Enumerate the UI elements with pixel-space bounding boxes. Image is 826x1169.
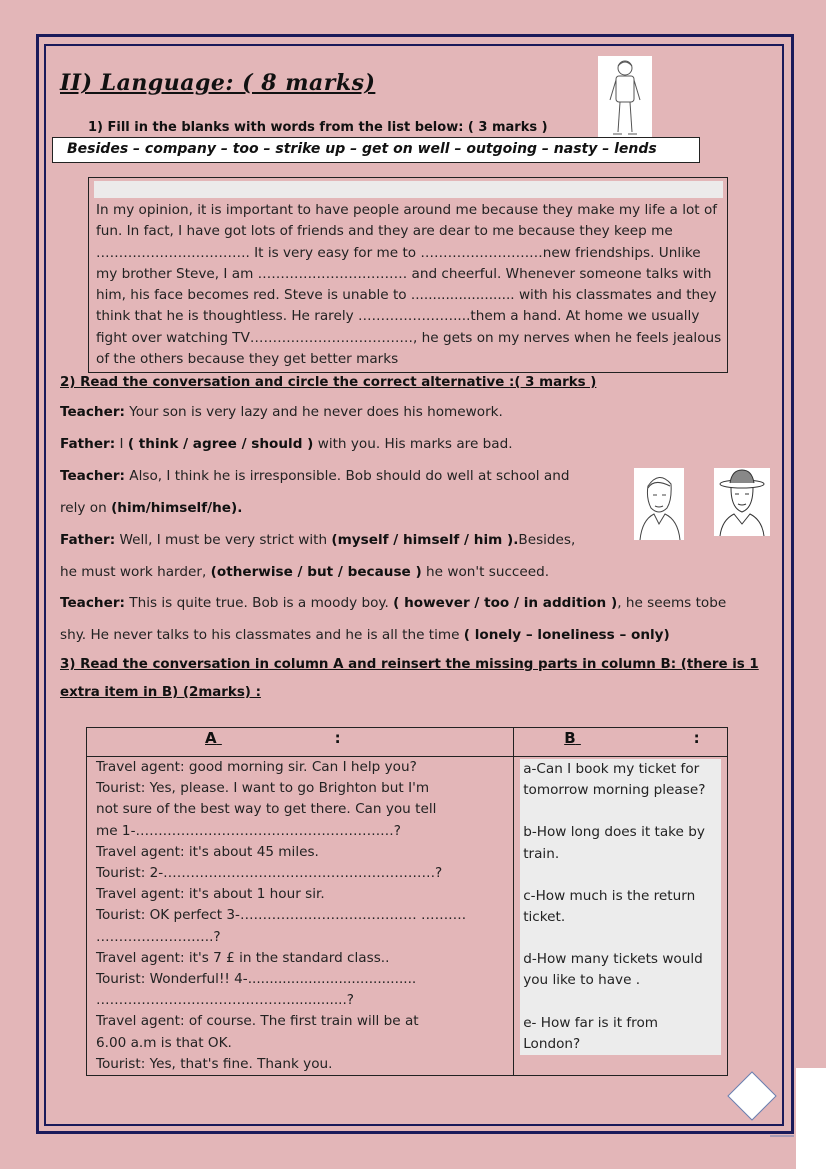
word-list-box: Besides – company – too – strike up – get on well – outgoing – nasty – lends — [52, 137, 700, 163]
column-b-label: B — [564, 729, 576, 747]
header-colon: : — [693, 729, 700, 747]
dialogue-line-8 — [60, 627, 670, 643]
column-a-label: A — [205, 729, 217, 747]
passage-header-bar — [94, 181, 723, 198]
dialogue-text: he must work harder, — [60, 564, 211, 580]
instruction-text: 3) Read the conversation in column A and rei — [60, 657, 402, 672]
dialogue-line-7 — [60, 595, 726, 611]
dialogue-text: Well, I must be very strict with — [115, 532, 332, 548]
column-a-line: Tourist: OK perfect 3-………………………………… ………. — [96, 907, 467, 924]
column-b-item: d-How many tickets would you like to have . — [523, 951, 703, 989]
question-3-instruction-line-2: extra item in B) (2marks) : — [60, 685, 261, 700]
dialogue-text: rely on — [60, 500, 112, 516]
answer-items — [520, 759, 721, 1055]
dialogue-text: Also, I think he is irresponsible. Bob should do well at school and — [124, 468, 570, 484]
man-with-hat-sketch-icon — [714, 468, 770, 536]
fill-in-passage: In my opinion, it is important to have people around me because they make my life a lot of fun. In fact, I have got lots of friends and they are dear to me because they keep me ……………………………. It is very easy for me to ………………………new friendships. Unlike my brother Steve, I am …………………………… and cheerful. Whenever someone talks with him, his face becomes red. Steve is unable to ........................ with his classmates and they think that he is thoughtless. He rarely …………………....them a hand. At home we usually fight over watching TV………………………………, he gets on my nerves when he feels jealous of the others because they get better marks — [96, 202, 722, 368]
header-colon: : — [334, 729, 341, 747]
column-b-item: a-Can I book my ticket for tomorrow morning please? — [523, 761, 706, 799]
dialogue-text: shy. He never talks to his classmates and he is all the time — [60, 627, 464, 643]
dialogue-text: Your son is very lazy and he never does his homework. — [124, 404, 503, 420]
dialogue-line-4 — [60, 500, 242, 516]
speaker-label: Teacher: — [60, 468, 125, 484]
dialogue-text: he won't succeed. — [421, 564, 550, 580]
column-a-line: Travel agent: it's about 45 miles. — [96, 843, 319, 860]
column-b-header — [514, 728, 728, 757]
column-b-item: b-How long does it take by train. — [523, 824, 705, 862]
section-title: II) Language: ( 8 marks) — [60, 70, 376, 96]
dialogue-lines — [96, 757, 509, 1075]
column-b-item: e- How far is it from London? — [523, 1014, 659, 1052]
answer-options[interactable]: (otherwise / but / because ) — [210, 564, 422, 580]
speaker-label: Teacher: — [60, 404, 125, 420]
column-a-line: 6.00 a.m is that OK. — [96, 1034, 232, 1051]
speaker-label: Father: — [60, 436, 116, 452]
column-a-line: Travel agent: it's 7 £ in the standard class.. — [96, 949, 390, 966]
answer-options[interactable]: (him/himself/he). — [111, 500, 243, 516]
man-sketch-icon — [634, 468, 684, 540]
dialogue-line-2 — [60, 436, 513, 452]
dialogue-text: with you. His marks are bad. — [313, 436, 513, 452]
column-a-line: Tourist: Yes, please. I want to go Brighton but I'm — [96, 780, 430, 797]
matching-table — [86, 727, 728, 1076]
question-2-instruction: 2) Read the conversation and circle the correct alternative :( 3 marks ) — [60, 375, 597, 390]
column-a-line: ……………………………………..............? — [96, 992, 355, 1009]
column-a-line: ……………………..? — [96, 928, 221, 945]
dialogue-line-1 — [60, 404, 503, 420]
boy-illustration-icon — [598, 56, 652, 140]
column-a-line: Tourist: 2-……………………………………………………? — [96, 865, 443, 882]
answer-options[interactable]: ( lonely – loneliness – only) — [463, 627, 670, 643]
answer-options[interactable]: ( however / too / in addition ) — [393, 595, 618, 611]
dialogue-line-6 — [60, 564, 549, 580]
speaker-label: Father: — [60, 532, 116, 548]
column-a-line: not sure of the best way to get there. Can you tell — [96, 801, 437, 818]
column-a-line: me 1-…………………………………………………? — [96, 822, 401, 839]
speaker-label: Teacher: — [60, 595, 125, 611]
dialogue-line-3 — [60, 468, 569, 484]
answer-options[interactable]: ( think / agree / should ) — [127, 436, 314, 452]
dialogue-line-5 — [60, 532, 575, 548]
column-b-item: c-How much is the return ticket. — [523, 887, 696, 926]
page-margin-corner — [796, 1068, 826, 1169]
column-a-line: Tourist: Wonderful!! 4-....................................... — [96, 971, 417, 988]
page-curl-icon — [726, 1070, 796, 1142]
column-a-dialogue — [87, 757, 514, 1076]
dialogue-text: This is quite true. Bob is a moody boy. — [124, 595, 394, 611]
dialogue-text: I — [115, 436, 128, 452]
dialogue-text: , he seems tobe — [617, 595, 727, 611]
question-3-instruction-line-1 — [60, 657, 759, 672]
column-a-line: Travel agent: good morning sir. Can I help you? — [96, 759, 417, 775]
column-a-line: Travel agent: it's about 1 hour sir. — [96, 886, 325, 903]
column-a-header — [87, 728, 514, 757]
question-1-instruction: 1) Fill in the blanks with words from the list below: ( 3 marks ) — [88, 120, 548, 135]
dialogue-text: Besides, — [518, 532, 576, 548]
column-b-items — [514, 757, 728, 1076]
answer-options[interactable]: (myself / himself / him ). — [331, 532, 519, 548]
column-a-line: Tourist: Yes, that's fine. Thank you. — [96, 1055, 333, 1072]
instruction-text: nsert the missing parts in column B: (there is 1 — [401, 657, 759, 672]
column-a-line: Travel agent: of course. The first train will be at — [96, 1013, 419, 1030]
